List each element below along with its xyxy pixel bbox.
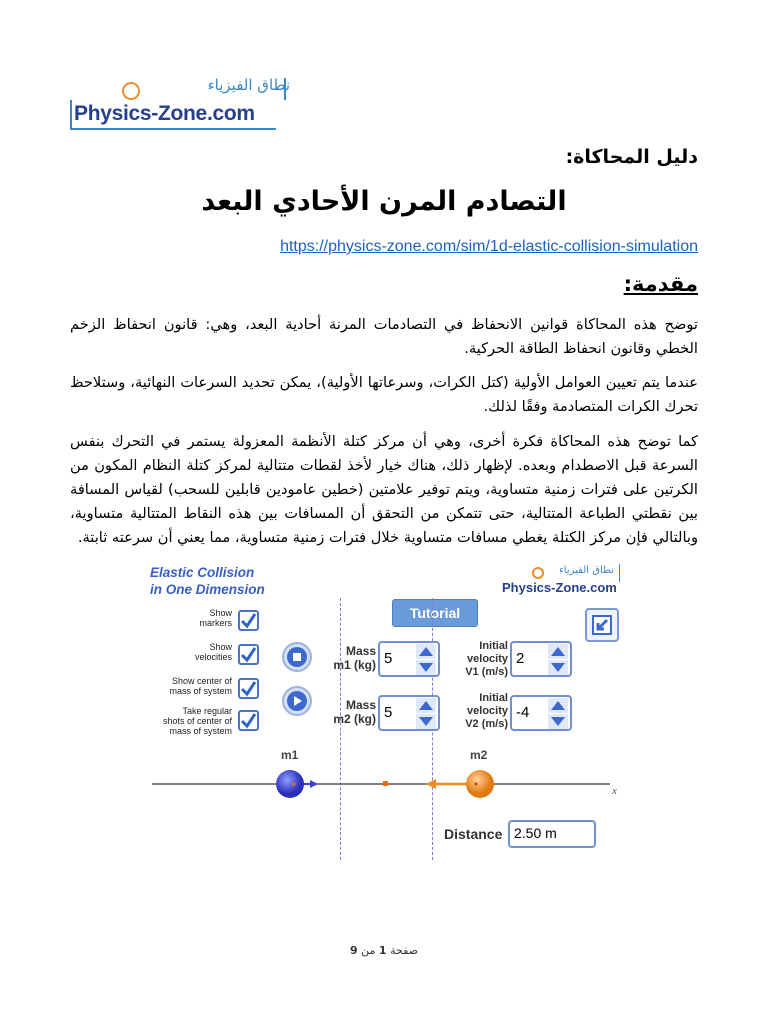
checkbox-label-line: Take regular	[182, 706, 232, 716]
logo-atom-icon	[122, 82, 140, 100]
checkbox-label-line: velocities	[194, 652, 232, 662]
checkmark-icon	[240, 680, 257, 697]
checkbox-label-line: Show center of	[171, 676, 232, 686]
arrow-down-icon	[419, 717, 433, 726]
checkmark-icon	[240, 712, 257, 729]
checkbox-label-line: mass of system	[169, 686, 232, 696]
checkbox-label-line: shots of center of	[162, 716, 232, 726]
sim-title-line1: Elastic Collision	[150, 565, 255, 580]
site-logo	[70, 72, 290, 136]
arrow-down-icon	[419, 663, 433, 672]
play-button[interactable]	[282, 686, 312, 716]
velocity1-increment-button[interactable]	[548, 644, 568, 659]
mass2-label-line: Mass	[345, 698, 376, 712]
velocity1-spinner[interactable]	[510, 641, 572, 677]
ball-m2[interactable]	[466, 770, 494, 798]
arrow-down-icon	[551, 717, 565, 726]
mass2-value: 5	[384, 704, 393, 721]
sim-logo-bracket	[619, 564, 620, 582]
sim-title	[150, 564, 265, 598]
regular-shots-checkbox[interactable]	[238, 710, 259, 731]
paragraph-1: توضح هذه المحاكاة قوانين الانحفاظ في التصادمات المرنة أحادية البعد، وهي: قانون انحفاظ الزخم الخطي وقانون انحفاظ الطاقة الحركية.	[70, 316, 698, 357]
ball-m1[interactable]	[276, 770, 304, 798]
fullscreen-icon[interactable]	[585, 608, 619, 642]
sim-logo-english: Physics-Zone.com	[502, 580, 617, 595]
tutorial-button[interactable]: Tutorial	[392, 599, 478, 627]
checkmark-icon	[240, 646, 257, 663]
velocity2-spinner[interactable]	[510, 695, 572, 731]
mass2-increment-button[interactable]	[416, 698, 436, 713]
sim-logo-atom-icon	[532, 567, 544, 579]
sim-title-line2: in One Dimension	[150, 582, 265, 597]
velocity2-label	[450, 692, 508, 731]
sim-logo-arabic: نطاق الفيزياء	[559, 565, 614, 576]
velocity2-value: -4	[516, 704, 530, 721]
checkbox-label-line: mass of system	[169, 726, 232, 736]
mass2-label-line: m2 (kg)	[333, 712, 376, 726]
velocity1-label-line: Initial	[479, 640, 508, 652]
mass2-label	[326, 698, 376, 726]
mass1-label-line: Mass	[345, 644, 376, 658]
velocity1-decrement-button[interactable]	[548, 660, 568, 675]
x-axis-label: x	[612, 785, 617, 797]
mass2-spinner[interactable]	[378, 695, 440, 731]
logo-underline	[70, 128, 276, 130]
checkbox-label-velocities	[168, 642, 232, 662]
ball-m2-marker	[475, 783, 478, 786]
checkbox-label-line: Show	[209, 642, 232, 652]
stop-icon	[287, 647, 307, 667]
simulation-figure	[140, 558, 630, 860]
footer-page-number: 1	[378, 944, 387, 957]
checkbox-label-line: Show	[209, 608, 232, 618]
guide-label: دليل المحاكاة:	[565, 146, 698, 168]
velocity1-label-line: velocity	[467, 653, 508, 665]
paragraph-2: عندما يتم تعيين العوامل الأولية (كتل الكرات، وسرعاتها الأولية)، يمكن تحديد السرعات النهائية، وستلاحظ تحرك الكرات المتصادمة وفقًا لذلك.	[70, 374, 698, 415]
play-icon	[287, 691, 307, 711]
checkbox-label-markers	[168, 608, 232, 628]
show-center-of-mass-checkbox[interactable]	[238, 678, 259, 699]
distance-label: Distance	[444, 826, 503, 842]
collision-track	[140, 763, 630, 813]
mass1-decrement-button[interactable]	[416, 660, 436, 675]
checkbox-label-center-of-mass	[150, 676, 232, 696]
mass1-label	[326, 644, 376, 672]
page-title: التصادم المرن الأحادي البعد	[201, 186, 567, 217]
velocity2-increment-button[interactable]	[548, 698, 568, 713]
center-of-mass-marker	[383, 781, 388, 786]
velocity2-label-line: velocity	[467, 705, 508, 717]
stop-button[interactable]	[282, 642, 312, 672]
simulation-link[interactable]: https://physics-zone.com/sim/1d-elastic-collision-simulation	[280, 238, 698, 255]
velocity1-arrowhead	[310, 780, 318, 788]
ball-m1-marker	[293, 783, 296, 786]
velocity1-label-line: V1 (m/s)	[465, 666, 508, 678]
paragraph-3: كما توضح هذه المحاكاة فكرة أخرى، وهي أن مركز كتلة الأنظمة المعزولة يستمر في التحرك بنفس السرعة قبل الاصطدام وبعده. لإظهار ذلك، هناك خيار لأخذ لقطات متتالية لمركز كتلة النظام المكون من الكرتين على فترات زمنية متساوية، ويتم توفير علامتين (خطين عامودين قابلين للسحب) لقياس المسافة بين نقطتي الطباعة المتتالية، حتى تتمكن من التحقق أن المسافات بين هذه النقاط المتتالية متساوية، وبالتالي فإن مركز الكتلة يغطي مسافات متساوية خلال فترات زمنية متساوية، مما يعني أن سرعته ثابتة.	[70, 433, 698, 546]
arrow-up-icon	[419, 647, 433, 656]
sim-logo	[502, 564, 620, 598]
mass1-spinner[interactable]	[378, 641, 440, 677]
intro-heading: مقدمة:	[623, 272, 698, 296]
ball2-label: m2	[470, 748, 488, 762]
page-footer	[0, 944, 768, 957]
velocity2-arrowhead	[426, 779, 436, 789]
mass1-value: 5	[384, 650, 393, 667]
arrow-up-icon	[551, 701, 565, 710]
show-markers-checkbox[interactable]	[238, 610, 259, 631]
arrow-down-icon	[551, 663, 565, 672]
mass1-label-line: m1 (kg)	[333, 658, 376, 672]
mass2-decrement-button[interactable]	[416, 714, 436, 729]
velocity1-label	[450, 640, 508, 679]
logo-bracket-left	[70, 100, 72, 130]
logo-arabic-text: نطاق الفيزياء	[207, 76, 290, 94]
velocity2-label-line: Initial	[479, 692, 508, 704]
velocity1-value: 2	[516, 650, 525, 667]
distance-value: 2.50 m	[508, 820, 596, 848]
velocity2-decrement-button[interactable]	[548, 714, 568, 729]
checkbox-label-line: markers	[199, 618, 232, 628]
logo-english-text: Physics-Zone.com	[74, 102, 255, 125]
marker-line-left[interactable]	[340, 598, 341, 860]
mass1-increment-button[interactable]	[416, 644, 436, 659]
arrow-up-icon	[551, 647, 565, 656]
arrow-up-icon	[419, 701, 433, 710]
checkbox-label-regular-shots	[144, 706, 232, 736]
show-velocities-checkbox[interactable]	[238, 644, 259, 665]
footer-prefix: صفحة	[390, 944, 418, 957]
footer-of: من	[361, 944, 376, 957]
ball1-label: m1	[281, 748, 299, 762]
footer-total-pages: 9	[350, 944, 358, 957]
velocity2-label-line: V2 (m/s)	[465, 718, 508, 730]
checkmark-icon	[240, 612, 257, 629]
